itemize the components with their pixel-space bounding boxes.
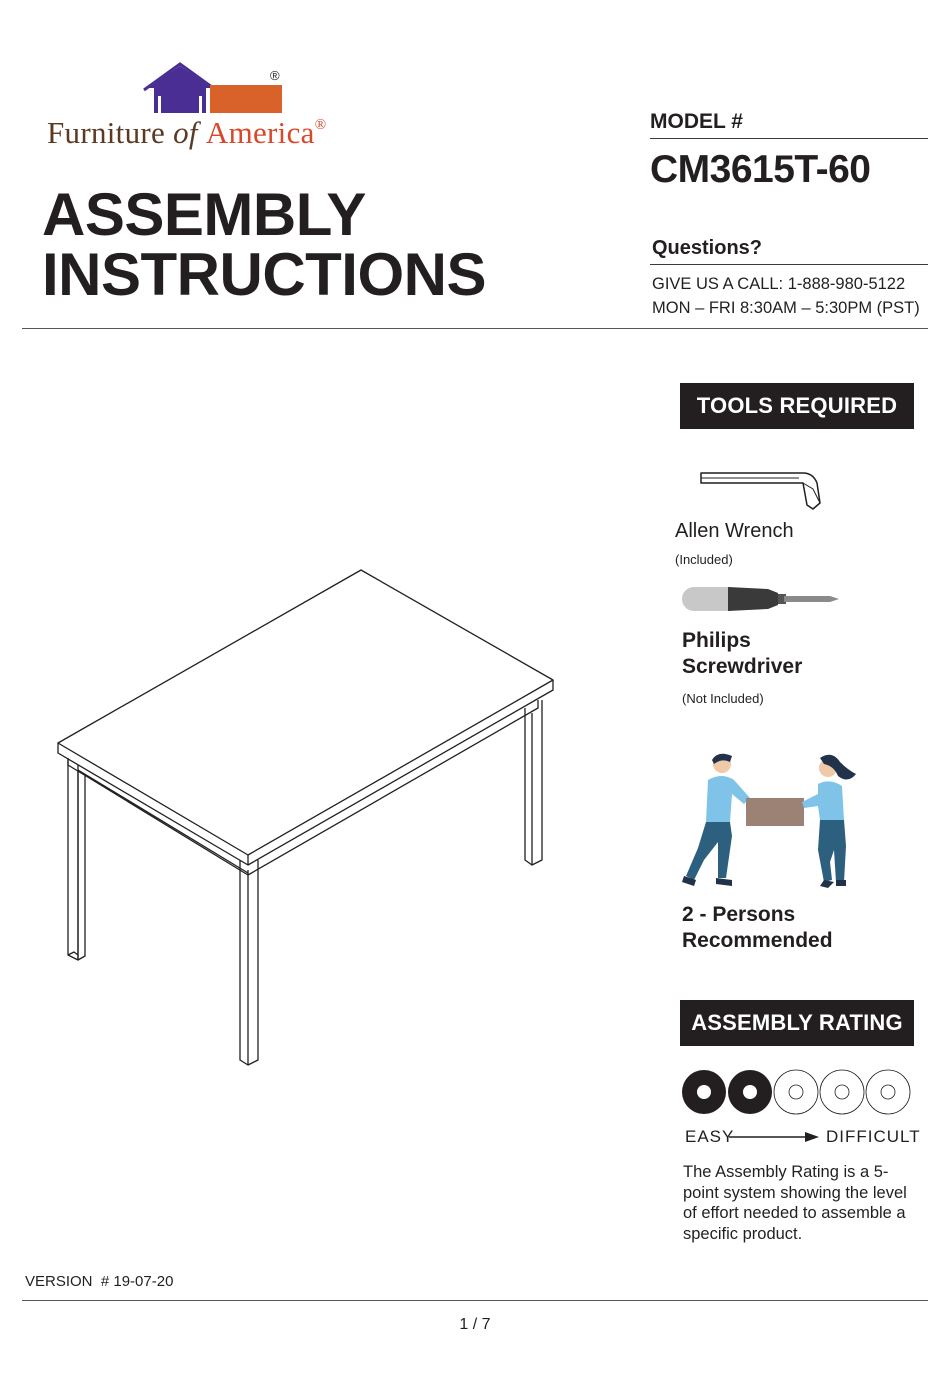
questions-label: Questions? bbox=[652, 237, 763, 259]
brand-name-america: America bbox=[205, 115, 315, 150]
brand-name-furniture: Furniture bbox=[47, 115, 174, 150]
questions-divider bbox=[650, 264, 928, 265]
rating-circle-empty bbox=[774, 1070, 818, 1114]
assembly-rating-heading: ASSEMBLY RATING bbox=[680, 1000, 914, 1046]
allen-wrench-note: (Included) bbox=[675, 552, 733, 567]
screwdriver-label bbox=[682, 628, 802, 680]
persons-line-1: 2 - Persons bbox=[682, 903, 796, 926]
screwdriver-label-line-1: Philips bbox=[682, 629, 751, 652]
version-info bbox=[25, 1273, 173, 1290]
screwdriver-note: (Not Included) bbox=[682, 691, 764, 706]
easy-label: EASY bbox=[685, 1127, 735, 1146]
title-line-1: ASSEMBLY bbox=[42, 181, 366, 248]
rating-circles bbox=[680, 1066, 920, 1118]
rating-circle-empty bbox=[820, 1070, 864, 1114]
tools-required-heading: TOOLS REQUIRED bbox=[680, 383, 914, 429]
model-divider bbox=[650, 138, 928, 139]
model-label: MODEL # bbox=[650, 110, 743, 133]
difficulty-arrow-icon bbox=[729, 1130, 821, 1144]
persons-recommended-label bbox=[682, 902, 833, 954]
persons-line-2: Recommended bbox=[682, 929, 833, 952]
rating-circle-center bbox=[697, 1085, 711, 1099]
version-value: # 19-07-20 bbox=[100, 1273, 174, 1290]
allen-wrench-label: Allen Wrench bbox=[675, 520, 794, 542]
model-number: CM3615T-60 bbox=[650, 148, 871, 191]
title-line-2: INSTRUCTIONS bbox=[42, 241, 486, 308]
rating-circle-center bbox=[743, 1085, 757, 1099]
table-illustration bbox=[50, 560, 565, 1075]
difficult-label: DIFFICULT bbox=[826, 1127, 921, 1146]
version-label: VERSION bbox=[25, 1273, 93, 1290]
registered-mark: ® bbox=[270, 68, 280, 83]
footer-divider bbox=[22, 1300, 928, 1301]
screwdriver-icon bbox=[680, 583, 845, 615]
screwdriver-label-line-2: Screwdriver bbox=[682, 655, 803, 678]
brand-registered-mark: ® bbox=[314, 117, 327, 133]
two-persons-icon bbox=[678, 750, 868, 895]
header-divider bbox=[22, 328, 928, 329]
hours-line: MON – FRI 8:30AM – 5:30PM (PST) bbox=[652, 299, 920, 317]
brand-name bbox=[47, 115, 326, 151]
brand-name-of: of bbox=[173, 115, 206, 150]
allen-wrench-icon bbox=[695, 465, 825, 515]
rating-description: The Assembly Rating is a 5-point system showing the level of effort needed to assemble a specific product. bbox=[683, 1163, 907, 1243]
phone-line: GIVE US A CALL: 1-888-980-5122 bbox=[652, 275, 906, 293]
rating-circle-empty bbox=[866, 1070, 910, 1114]
document-title bbox=[42, 181, 486, 308]
page-number: 1 / 7 bbox=[459, 1316, 491, 1333]
